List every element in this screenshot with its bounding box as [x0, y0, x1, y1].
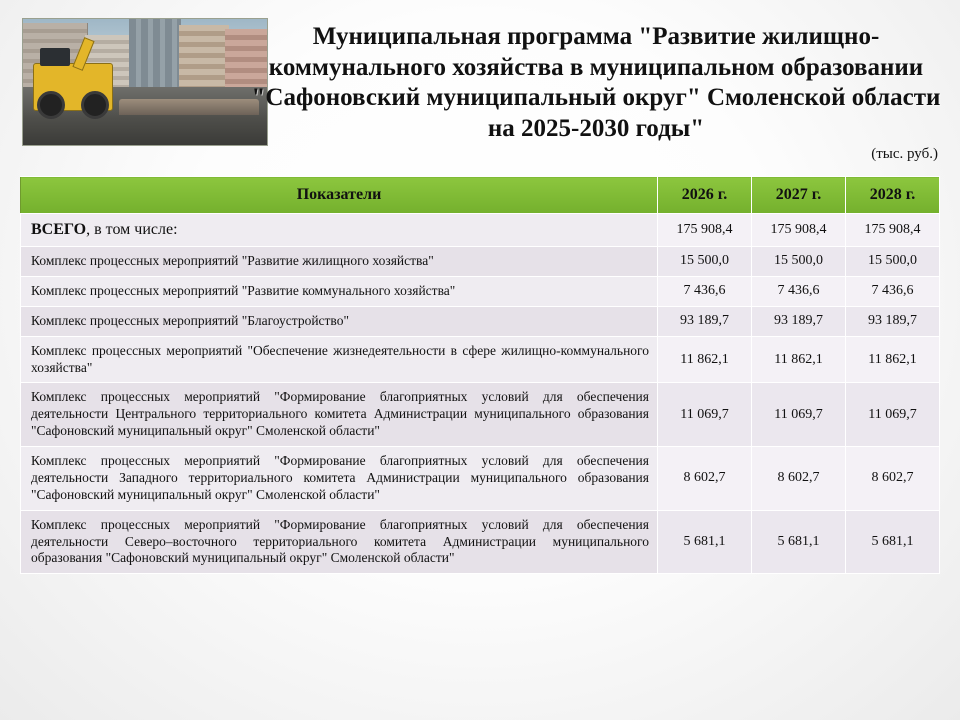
row-value-2026: 93 189,7 — [658, 306, 752, 336]
units-label: (тыс. руб.) — [871, 146, 938, 162]
row-label: Комплекс процессных мероприятий "Формирование благоприятных условий для обеспечения деятельности Центрального территориального комитета Администрации муниципального образования "Сафоновский муниципальный округ" Смоленской области" — [21, 383, 658, 447]
row-value-2028: 8 602,7 — [846, 447, 940, 511]
row-value-2028: 15 500,0 — [846, 247, 940, 277]
slide-title: Муниципальная программа "Развитие жилищно-коммунального хозяйства в муниципальном образовании "Сафоновский муниципальный округ" Смоленской области на 2025-2030 годы" — [251, 23, 941, 142]
row-label: Комплекс процессных мероприятий "Обеспечение жизнедеятельности в сфере жилищно-коммунального хозяйства" — [21, 336, 658, 383]
row-value-2026: 11 069,7 — [658, 383, 752, 447]
row-value-2027: 15 500,0 — [752, 247, 846, 277]
row-value-2028: 11 069,7 — [846, 383, 940, 447]
table-row — [21, 510, 940, 574]
table-row — [21, 336, 940, 383]
row-label: Комплекс процессных мероприятий "Формирование благоприятных условий для обеспечения деятельности Западного территориального комитета Администрации муниципального образования "Сафоновский муниципальный округ" Смоленской области" — [21, 447, 658, 511]
budget-table — [20, 176, 940, 574]
budget-table-wrapper — [20, 176, 940, 574]
row-value-2027: 175 908,4 — [752, 214, 846, 247]
row-label: Комплекс процессных мероприятий "Благоустройство" — [21, 306, 658, 336]
row-value-2027: 93 189,7 — [752, 306, 846, 336]
slide-header — [0, 8, 960, 158]
row-value-2028: 5 681,1 — [846, 510, 940, 574]
table-row — [21, 383, 940, 447]
table-row — [21, 247, 940, 277]
row-label: Комплекс процессных мероприятий "Формирование благоприятных условий для обеспечения деятельности Северо–восточного территориального комитета Администрации муниципального образования "Сафоновский муниципальный округ" Смоленской области" — [21, 510, 658, 574]
photo-material-pile — [119, 99, 259, 115]
row-label: Комплекс процессных мероприятий "Развитие коммунального хозяйства" — [21, 276, 658, 306]
row-value-2026: 5 681,1 — [658, 510, 752, 574]
row-value-2026: 15 500,0 — [658, 247, 752, 277]
table-header-row — [21, 177, 940, 214]
row-value-2026: 7 436,6 — [658, 276, 752, 306]
row-value-2028: 175 908,4 — [846, 214, 940, 247]
header-photo — [22, 18, 268, 146]
photo-wheel-rear — [81, 91, 109, 119]
row-label-bold: ВСЕГО — [31, 221, 87, 238]
photo-wheel-front — [37, 91, 65, 119]
table-row — [21, 306, 940, 336]
row-value-2027: 8 602,7 — [752, 447, 846, 511]
row-value-2026: 11 862,1 — [658, 336, 752, 383]
row-value-2028: 7 436,6 — [846, 276, 940, 306]
column-header-2026: 2026 г. — [658, 177, 752, 214]
column-header-indicator: Показатели — [21, 177, 658, 214]
column-header-2027: 2027 г. — [752, 177, 846, 214]
row-value-2027: 11 862,1 — [752, 336, 846, 383]
table-head — [21, 177, 940, 214]
table-body — [21, 214, 940, 574]
row-value-2026: 8 602,7 — [658, 447, 752, 511]
row-label: Комплекс процессных мероприятий "Развитие жилищного хозяйства" — [21, 247, 658, 277]
row-value-2027: 7 436,6 — [752, 276, 846, 306]
table-row — [21, 276, 940, 306]
column-header-2028: 2028 г. — [846, 177, 940, 214]
row-value-2028: 11 862,1 — [846, 336, 940, 383]
row-label — [21, 214, 658, 247]
row-label-rest: , в том числе: — [86, 221, 178, 238]
row-value-2028: 93 189,7 — [846, 306, 940, 336]
row-value-2027: 5 681,1 — [752, 510, 846, 574]
row-value-2027: 11 069,7 — [752, 383, 846, 447]
table-row — [21, 214, 940, 247]
row-value-2026: 175 908,4 — [658, 214, 752, 247]
table-row — [21, 447, 940, 511]
